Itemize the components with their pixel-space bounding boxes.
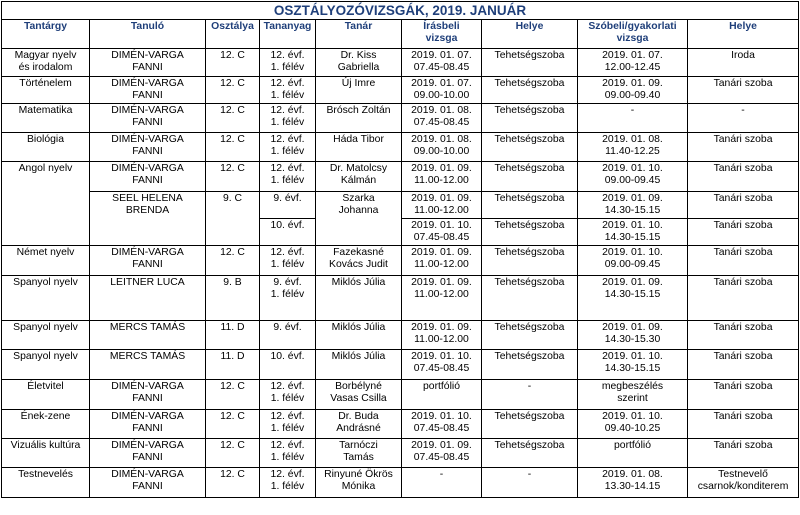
cell-teacher: Tarnóczi Tamás bbox=[316, 439, 402, 468]
cell-teacher: Rinyuné Ökrös Mónika bbox=[316, 468, 402, 498]
cell-student: DIMÉN-VARGA FANNI bbox=[90, 77, 206, 104]
cell-place: Tehetségszoba bbox=[482, 219, 578, 246]
cell-curriculum: 12. évf. 1. félév bbox=[260, 439, 316, 468]
cell-student: DIMÉN-VARGA FANNI bbox=[90, 162, 206, 192]
cell-place-2: Tanári szoba bbox=[688, 321, 799, 350]
cell-teacher: Dr. Buda Andrásné bbox=[316, 410, 402, 439]
header-student: Tanuló bbox=[90, 20, 206, 49]
cell-written: - bbox=[402, 468, 482, 498]
cell-teacher: Szarka Johanna bbox=[316, 192, 402, 246]
cell-student: DIMÉN-VARGA FANNI bbox=[90, 104, 206, 133]
cell-class: 11. D bbox=[206, 350, 260, 380]
table-row bbox=[2, 350, 799, 380]
cell-written: portfólió bbox=[402, 380, 482, 410]
cell-written: 2019. 01. 09. 11.00-12.00 bbox=[402, 276, 482, 321]
cell-place: Tehetségszoba bbox=[482, 321, 578, 350]
cell-teacher: Brósch Zoltán bbox=[316, 104, 402, 133]
cell-place: Tehetségszoba bbox=[482, 104, 578, 133]
cell-student: MERCS TAMÁS bbox=[90, 350, 206, 380]
cell-oral: 2019. 01. 10. 09.00-09.45 bbox=[578, 246, 688, 276]
cell-written: 2019. 01. 09. 11.00-12.00 bbox=[402, 321, 482, 350]
table-row bbox=[2, 162, 799, 192]
cell-class: 12. C bbox=[206, 439, 260, 468]
cell-subject: Spanyol nyelv bbox=[2, 276, 90, 321]
header-subject: Tantárgy bbox=[2, 20, 90, 49]
cell-written: 2019. 01. 09. 11.00-12.00 bbox=[402, 192, 482, 219]
cell-student: DIMÉN-VARGA FANNI bbox=[90, 439, 206, 468]
cell-place: Tehetségszoba bbox=[482, 246, 578, 276]
cell-subject: Biológia bbox=[2, 133, 90, 162]
cell-written: 2019. 01. 07. 09.00-10.00 bbox=[402, 77, 482, 104]
cell-oral: portfólió bbox=[578, 439, 688, 468]
cell-subject: Spanyol nyelv bbox=[2, 321, 90, 350]
cell-place-2: Tanári szoba bbox=[688, 350, 799, 380]
cell-class: 9. C bbox=[206, 192, 260, 246]
cell-class: 12. C bbox=[206, 246, 260, 276]
cell-oral: 2019. 01. 07. 12.00-12.45 bbox=[578, 49, 688, 77]
cell-written: 2019. 01. 10. 07.45-08.45 bbox=[402, 350, 482, 380]
cell-class: 12. C bbox=[206, 380, 260, 410]
cell-subject: Spanyol nyelv bbox=[2, 350, 90, 380]
cell-class: 12. C bbox=[206, 77, 260, 104]
table-row bbox=[2, 104, 799, 133]
cell-place: Tehetségszoba bbox=[482, 192, 578, 219]
header-curriculum: Tananyag bbox=[260, 20, 316, 49]
cell-curriculum: 12. évf. 1. félév bbox=[260, 246, 316, 276]
cell-class: 9. B bbox=[206, 276, 260, 321]
cell-place-2: Tanári szoba bbox=[688, 219, 799, 246]
header-written-exam: Írásbeli vizsga bbox=[402, 20, 482, 49]
cell-written: 2019. 01. 08. 09.00-10.00 bbox=[402, 133, 482, 162]
cell-teacher: Miklós Júlia bbox=[316, 276, 402, 321]
cell-place-2: Testnevelő csarnok/konditerem bbox=[688, 468, 799, 498]
cell-class: 12. C bbox=[206, 162, 260, 192]
header-teacher: Tanár bbox=[316, 20, 402, 49]
cell-subject: Német nyelv bbox=[2, 246, 90, 276]
cell-curriculum: 12. évf. 1. félév bbox=[260, 162, 316, 192]
cell-place: Tehetségszoba bbox=[482, 410, 578, 439]
cell-student: DIMÉN-VARGA FANNI bbox=[90, 49, 206, 77]
cell-curriculum: 12. évf. 1. félév bbox=[260, 410, 316, 439]
cell-teacher: Borbélyné Vasas Csilla bbox=[316, 380, 402, 410]
cell-oral: 2019. 01. 10. 09.00-09.45 bbox=[578, 162, 688, 192]
cell-curriculum: 12. évf. 1. félév bbox=[260, 77, 316, 104]
cell-written: 2019. 01. 08. 07.45-08.45 bbox=[402, 104, 482, 133]
cell-class: 12. C bbox=[206, 49, 260, 77]
cell-teacher: Új Imre bbox=[316, 77, 402, 104]
cell-oral: 2019. 01. 10. 14.30-15.15 bbox=[578, 219, 688, 246]
cell-student: LEITNER LUCA bbox=[90, 276, 206, 321]
header-oral-exam: Szóbeli/gyakorlati vizsga bbox=[578, 20, 688, 49]
header-place-2: Helye bbox=[688, 20, 799, 49]
cell-curriculum: 12. évf. 1. félév bbox=[260, 104, 316, 133]
cell-written: 2019. 01. 09. 11.00-12.00 bbox=[402, 246, 482, 276]
cell-student: DIMÉN-VARGA FANNI bbox=[90, 133, 206, 162]
table-row bbox=[2, 380, 799, 410]
cell-written: 2019. 01. 10. 07.45-08.45 bbox=[402, 410, 482, 439]
cell-place-2: Tanári szoba bbox=[688, 246, 799, 276]
cell-place-2: Iroda bbox=[688, 49, 799, 77]
cell-place-2: - bbox=[688, 104, 799, 133]
cell-curriculum: 10. évf. bbox=[260, 350, 316, 380]
cell-oral: 2019. 01. 10. 09.40-10.25 bbox=[578, 410, 688, 439]
cell-subject: Magyar nyelv és irodalom bbox=[2, 49, 90, 77]
cell-teacher: Dr. Matolcsy Kálmán bbox=[316, 162, 402, 192]
table-row bbox=[2, 133, 799, 162]
cell-place: Tehetségszoba bbox=[482, 276, 578, 321]
cell-oral: 2019. 01. 09. 14.30-15.30 bbox=[578, 321, 688, 350]
cell-curriculum: 9. évf. 1. félév bbox=[260, 276, 316, 321]
cell-subject: Testnevelés bbox=[2, 468, 90, 498]
cell-place: Tehetségszoba bbox=[482, 77, 578, 104]
cell-class: 12. C bbox=[206, 410, 260, 439]
cell-place: Tehetségszoba bbox=[482, 350, 578, 380]
cell-teacher: Miklós Júlia bbox=[316, 321, 402, 350]
page-title: OSZTÁLYOZÓVIZSGÁK, 2019. JANUÁR bbox=[2, 2, 799, 20]
cell-oral: 2019. 01. 09. 14.30-15.15 bbox=[578, 276, 688, 321]
table-row bbox=[2, 276, 799, 321]
table-row bbox=[2, 49, 799, 77]
cell-subject: Angol nyelv bbox=[2, 162, 90, 246]
cell-oral: 2019. 01. 08. 13.30-14.15 bbox=[578, 468, 688, 498]
table-row bbox=[2, 246, 799, 276]
cell-place: Tehetségszoba bbox=[482, 133, 578, 162]
cell-place: Tehetségszoba bbox=[482, 49, 578, 77]
cell-oral: 2019. 01. 09. 09.00-09.40 bbox=[578, 77, 688, 104]
header-row bbox=[2, 20, 799, 49]
header-place: Helye bbox=[482, 20, 578, 49]
cell-subject: Vizuális kultúra bbox=[2, 439, 90, 468]
cell-oral: 2019. 01. 10. 14.30-15.15 bbox=[578, 350, 688, 380]
cell-student: DIMÉN-VARGA FANNI bbox=[90, 246, 206, 276]
cell-oral: 2019. 01. 09. 14.30-15.15 bbox=[578, 192, 688, 219]
cell-class: 12. C bbox=[206, 133, 260, 162]
cell-student: MERCS TAMÁS bbox=[90, 321, 206, 350]
cell-place-2: Tanári szoba bbox=[688, 162, 799, 192]
cell-oral: - bbox=[578, 104, 688, 133]
cell-place-2: Tanári szoba bbox=[688, 192, 799, 219]
exam-schedule-table bbox=[1, 1, 799, 498]
table-row bbox=[2, 468, 799, 498]
cell-place: Tehetségszoba bbox=[482, 439, 578, 468]
cell-student: SEEL HELENA BRENDA bbox=[90, 192, 206, 246]
cell-curriculum: 12. évf. 1. félév bbox=[260, 133, 316, 162]
cell-curriculum: 12. évf. 1. félév bbox=[260, 49, 316, 77]
cell-curriculum: 10. évf. bbox=[260, 219, 316, 246]
cell-place: Tehetségszoba bbox=[482, 162, 578, 192]
cell-curriculum: 12. évf. 1. félév bbox=[260, 380, 316, 410]
table-row bbox=[2, 439, 799, 468]
cell-subject: Életvitel bbox=[2, 380, 90, 410]
cell-teacher: Miklós Júlia bbox=[316, 350, 402, 380]
cell-subject: Ének-zene bbox=[2, 410, 90, 439]
cell-place-2: Tanári szoba bbox=[688, 439, 799, 468]
cell-place-2: Tanári szoba bbox=[688, 133, 799, 162]
cell-class: 12. C bbox=[206, 104, 260, 133]
cell-class: 12. C bbox=[206, 468, 260, 498]
cell-teacher: Háda Tibor bbox=[316, 133, 402, 162]
cell-class: 11. D bbox=[206, 321, 260, 350]
cell-curriculum: 9. évf. bbox=[260, 321, 316, 350]
cell-place-2: Tanári szoba bbox=[688, 410, 799, 439]
cell-oral: megbeszélés szerint bbox=[578, 380, 688, 410]
cell-place: - bbox=[482, 380, 578, 410]
cell-place-2: Tanári szoba bbox=[688, 77, 799, 104]
cell-oral: 2019. 01. 08. 11.40-12.25 bbox=[578, 133, 688, 162]
cell-teacher: Dr. Kiss Gabriella bbox=[316, 49, 402, 77]
cell-student: DIMÉN-VARGA FANNI bbox=[90, 468, 206, 498]
cell-written: 2019. 01. 09. 07.45-08.45 bbox=[402, 439, 482, 468]
header-class: Osztálya bbox=[206, 20, 260, 49]
cell-written: 2019. 01. 09. 11.00-12.00 bbox=[402, 162, 482, 192]
cell-subject: Matematika bbox=[2, 104, 90, 133]
cell-curriculum: 12. évf. 1. félév bbox=[260, 468, 316, 498]
table-row bbox=[2, 410, 799, 439]
exam-schedule-sheet bbox=[1, 1, 798, 498]
cell-place: - bbox=[482, 468, 578, 498]
table-row bbox=[2, 77, 799, 104]
cell-teacher: Fazekasné Kovács Judit bbox=[316, 246, 402, 276]
cell-curriculum: 9. évf. bbox=[260, 192, 316, 219]
cell-subject: Történelem bbox=[2, 77, 90, 104]
cell-place-2: Tanári szoba bbox=[688, 276, 799, 321]
cell-place-2: Tanári szoba bbox=[688, 380, 799, 410]
cell-student: DIMÉN-VARGA FANNI bbox=[90, 410, 206, 439]
table-row bbox=[2, 321, 799, 350]
cell-written: 2019. 01. 07. 07.45-08.45 bbox=[402, 49, 482, 77]
cell-written: 2019. 01. 10. 07.45-08.45 bbox=[402, 219, 482, 246]
table-row bbox=[2, 192, 799, 219]
cell-student: DIMÉN-VARGA FANNI bbox=[90, 380, 206, 410]
